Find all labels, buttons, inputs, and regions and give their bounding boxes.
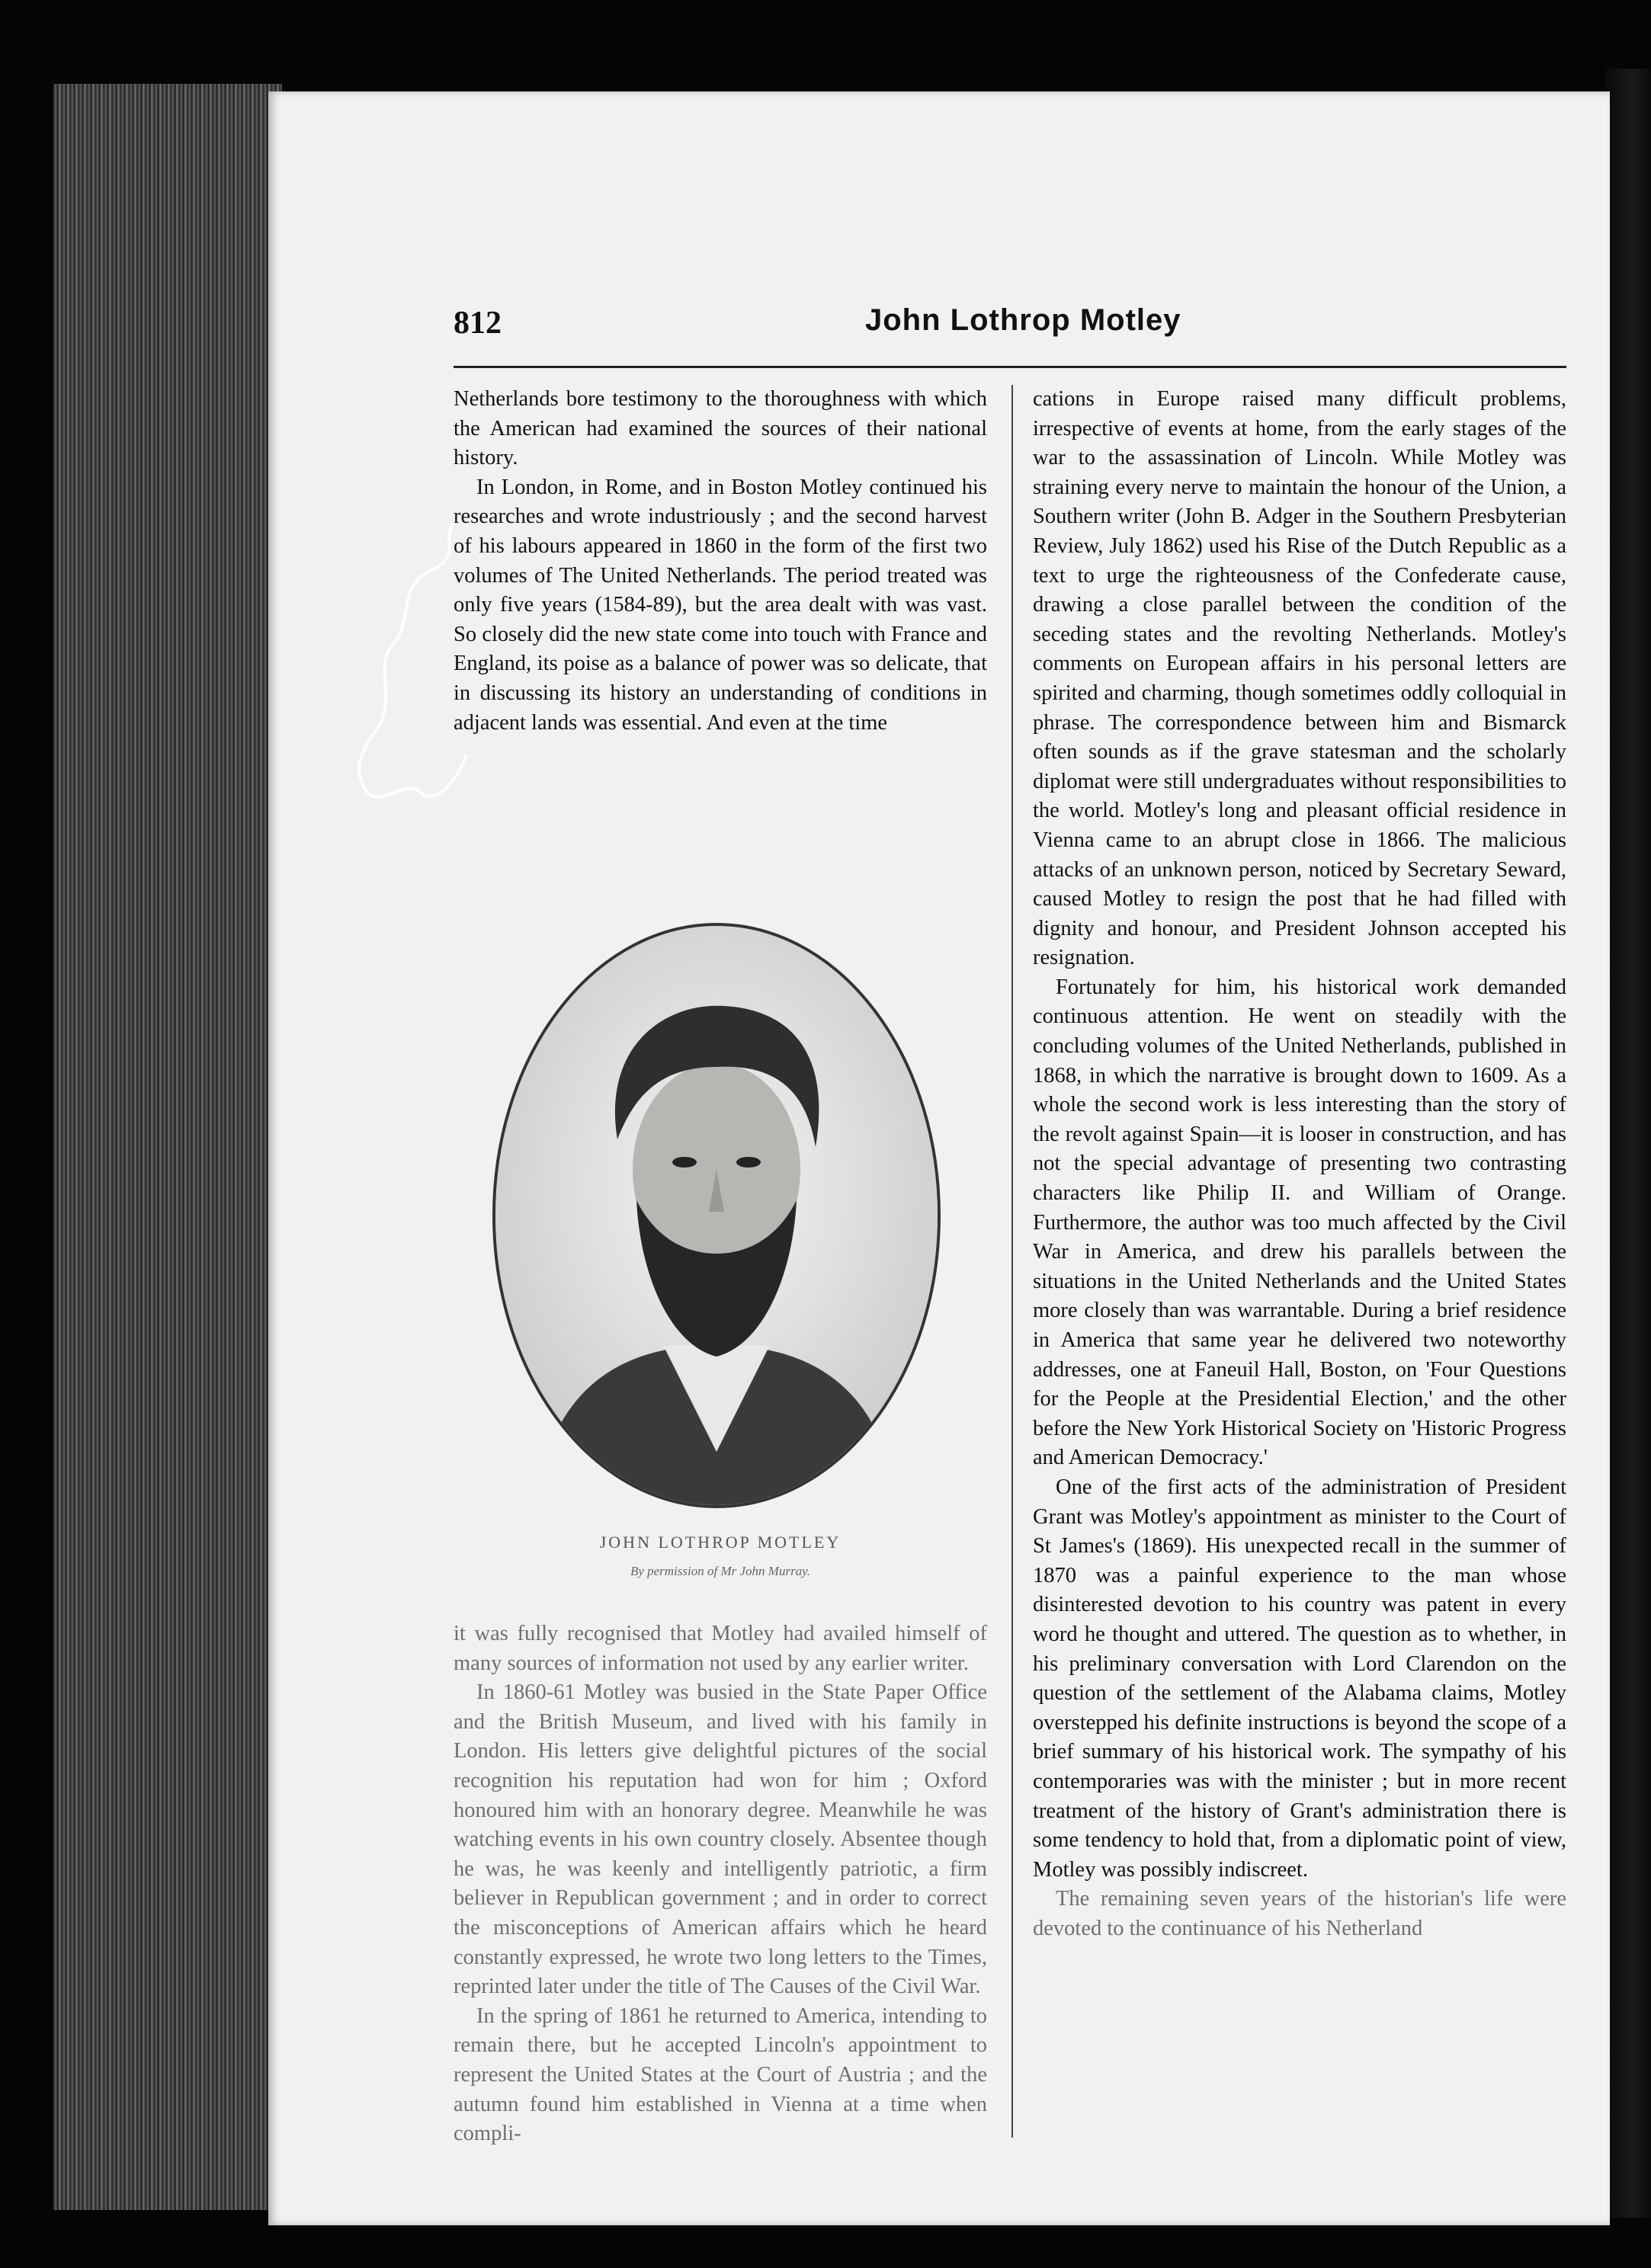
paragraph: The remaining seven years of the historian's life were devoted to the continuance of his Netherland — [1033, 1887, 1566, 1940]
paragraph: In London, in Rome, and in Boston Motley continued his researches and wrote industriously ; and the second harvest of his labours appeared in 1860 in the form of the first two volumes of The United Netherlands. The period treated was only five years (1584-89), but the area dealt with was vast. So closely did the new state come into touch with France and England, its poise as a balance of power was so delicate, that in discussing its history an understanding of conditions in adjacent lands was essential. And even at the time — [454, 475, 987, 735]
paragraph: One of the first acts of the administration of President Grant was Motley's appointment as minister to the Court of St James's (1869). His unexpected recall in the summer of 1870 was a painful experience to the man whose disinterested devotion to his country was patent in every word he thought and uttered. The question as to whether, in his preliminary conversation with Lord Clarendon on the question of the settlement of the Alabama claims, Motley overstepped his definite instructions is beyond the scope of a brief summary of his historical work. The sympathy of his contemporaries was with the minister ; but in more recent treatment of the history of Grant's administration there is some tendency to hold that, from a diplomatic point of view, Motley was possibly indiscreet. — [1033, 1475, 1566, 1882]
portrait-credit: By permission of Mr John Murray. — [630, 1564, 811, 1578]
right-column — [1033, 385, 1566, 1943]
paragraph: Fortunately for him, his historical work demanded continuous attention. He went on steadily with the concluding volumes of the United Netherlands, published in 1868, in which the narrative is brought down to 1609. As a whole the second work is less interesting than the story of the revolt against Spain—it is looser in construction, and has not the special advantage of presenting two contrasting characters like Philip II. and William of Orange. Furthermore, the author was too much affected by the Civil War in America, and drew his parallels between the situations in the United Netherlands and the United States more closely than was warrantable. During a brief residence in America that same year he delivered two noteworthy addresses, one at Faneuil Hall, Boston, on 'Four Questions for the People at the Presidential Election,' and the other before the New York Historical Society on 'Historic Progress and American Democracy.' — [1033, 975, 1566, 1470]
paragraph: Netherlands bore testimony to the thoroughness with which the American had examined the sources of their national history. — [454, 387, 987, 470]
left-column-bottom — [454, 1619, 987, 2149]
paragraph: In 1860-61 Motley was busied in the State Paper Office and the British Museum, and lived with his family in London. His letters give delightful pictures of the social recognition his reputation had won for him ; Oxford honoured him with an honorary degree. Meanwhile he was watching events in his own country closely. Absentee though he was, he was keenly and intelligently patriotic, a firm believer in Republican government ; and in order to correct the misconceptions of American affairs which he heard constantly expressed, he wrote two long letters to the Times, reprinted later under the title of The Causes of the Civil War. — [454, 1680, 987, 1999]
column-divider — [1011, 385, 1013, 2138]
left-column — [454, 385, 987, 2146]
paragraph: it was fully recognised that Motley had availed himself of many sources of information not used by any earlier writer. — [454, 1622, 987, 1675]
portrait-caption: JOHN LOTHROP MOTLEY — [599, 1533, 842, 1552]
book-page-edges — [53, 84, 282, 2210]
page-content — [454, 213, 1566, 2146]
header-rule — [454, 366, 1566, 368]
portrait-figure — [476, 918, 964, 1581]
paragraph: cations in Europe raised many difficult problems, irrespective of events at home, from the early stages of the war to the assassination of Lincoln. While Motley was straining every nerve to maintain the honour of the Union, a Southern writer (John B. Adger in the Southern Presbyterian Review, July 1862) used his Rise of the Dutch Republic as a text to urge the righteousness of the Confederate cause, drawing a close parallel between the condition of the seceding states and the revolting Netherlands. Motley's comments on European affairs in his personal letters are spirited and charming, though sometimes oddly colloquial in phrase. The correspondence between him and Bismarck often sounds as if the grave statesman and the scholarly diplomat were still undergraduates without responsibilities to the world. Motley's long and pleasant official residence in Vienna came to an abrupt close in 1866. The malicious attacks of an unknown person, noticed by Secretary Seward, caused Motley to resign the post that he had filled with dignity and honour, and President Johnson accepted his resignation. — [1033, 387, 1566, 970]
portrait-image — [488, 918, 945, 1513]
book-page — [268, 91, 1610, 2225]
running-header-title: John Lothrop Motley — [865, 303, 1181, 337]
page-number: 812 — [454, 306, 502, 341]
paragraph: In the spring of 1861 he returned to America, intending to remain there, but he accepted Lincoln's appointment to represent the United States at the Court of Austria ; and the autumn found him established in Vienna at a time when compli- — [454, 2004, 987, 2146]
book-right-edge — [1605, 69, 1651, 2218]
